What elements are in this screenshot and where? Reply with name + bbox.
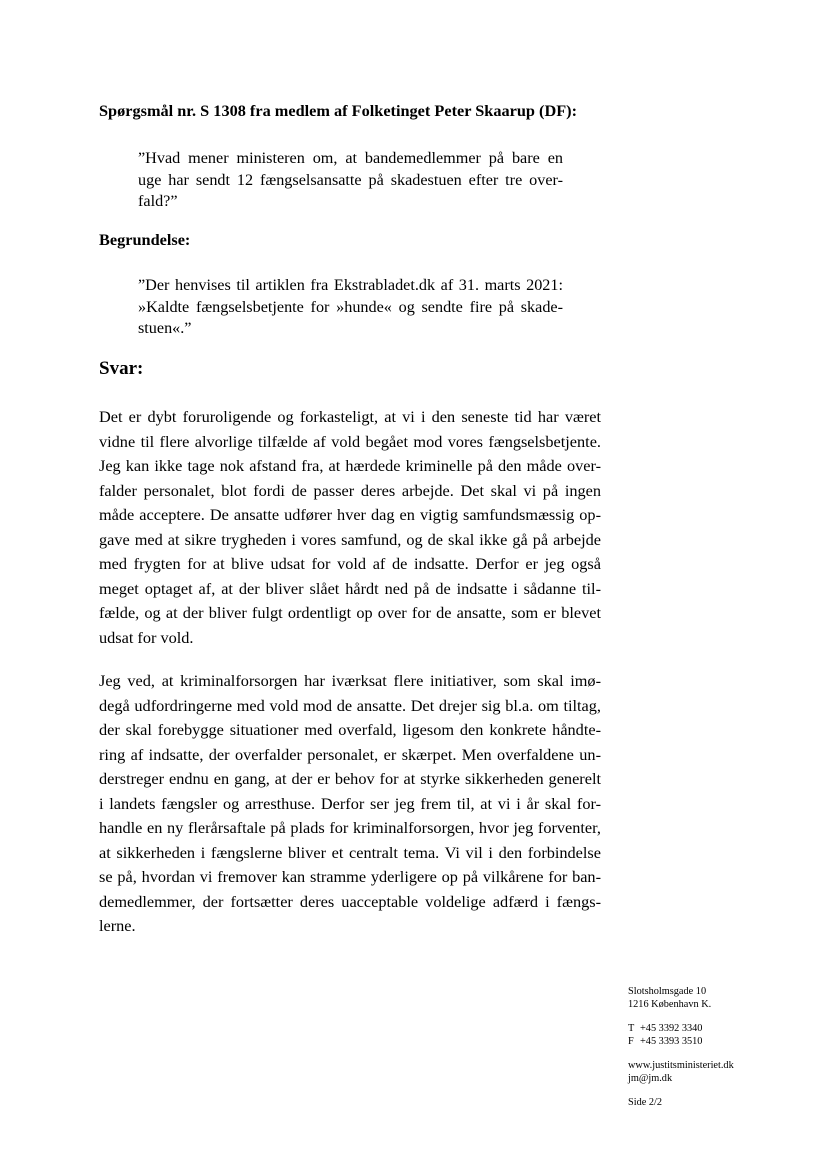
quote-line: fald?” xyxy=(138,192,178,210)
quote-line: ”Der henvises til artiklen fra Ekstrabladet.dk af 31. marts 2021: xyxy=(138,276,563,294)
paragraph-line: lerne. xyxy=(99,916,136,935)
address-street: Slotsholmsgade 10 xyxy=(628,986,707,997)
paragraph-line: fælde, og at der bliver fulgt ordentligt op over for de ansatte, som er blevet xyxy=(99,603,601,622)
quote-line: »Kaldte fængselsbetjente for »hunde« og sendte fire på skade- xyxy=(138,297,563,316)
answer-paragraph-2 xyxy=(99,669,601,939)
contact-sidebar xyxy=(628,985,808,1109)
fax-line xyxy=(628,1035,808,1048)
paragraph-line: Det er dybt foruroligende og forkasteligt, at vi i den seneste tid har været xyxy=(99,407,601,426)
begrundelse-quote xyxy=(138,275,563,340)
paragraph-line: gave med at sikre trygheden i vores samfund, og de skal ikke gå på arbejde xyxy=(99,529,601,549)
paragraph-line: se på, hvordan vi fremover kan stramme yderligere op på vilkårene for ban- xyxy=(99,867,601,886)
paragraph-line: at sikkerheden i fængslerne bliver et centralt tema. Vi vil i den forbindelse xyxy=(99,842,601,862)
paragraph-line: falder personalet, blot fordi de passer deres arbejde. Det skal vi på ingen xyxy=(99,480,601,500)
paragraph-line: Jeg kan ikke tage nok afstand fra, at hærdede kriminelle på den måde over- xyxy=(99,456,601,475)
paragraph-line: meget optaget af, at der bliver slået hårdt ned på de indsatte i sådanne til- xyxy=(99,578,601,598)
phone-label: T xyxy=(628,1023,635,1034)
website-link[interactable]: www.justitsministeriet.dk xyxy=(628,1060,734,1071)
fax-number: +45 3393 3510 xyxy=(640,1036,703,1047)
answer-title: Svar: xyxy=(99,358,144,379)
paragraph-line: derstreger endnu en gang, at der er behov for at styrke sikkerheden generelt xyxy=(99,769,601,788)
phone-line xyxy=(628,1022,808,1035)
quote-line: stuen«.” xyxy=(138,319,192,337)
phone-block xyxy=(628,1022,808,1048)
page-number: Side 2/2 xyxy=(628,1097,663,1108)
paragraph-line: måde acceptere. De ansatte udfører hver dag en vigtig samfundsmæssig op- xyxy=(99,505,601,524)
email-link[interactable]: jm@jm.dk xyxy=(628,1073,673,1084)
paragraph-line: der skal forebygge situationer med overfald, ligesom den konkrete håndte- xyxy=(99,720,601,739)
paragraph-line: i landets fængsler og arresthuse. Derfor ser jeg frem til, at vi i år skal for- xyxy=(99,793,601,813)
paragraph-line: ring af indsatte, der overfalder personalet, er skærpet. Men overfaldene un- xyxy=(99,744,601,764)
paragraph-line: degå udfordringerne med vold mod de ansatte. Det drejer sig bl.a. om tiltag, xyxy=(99,695,601,715)
quote-line: ”Hvad mener ministeren om, at bandemedlemmer på bare en xyxy=(138,149,563,167)
paragraph-line: med frygten for at blive udsat for vold af de indsatte. Derfor er jeg også xyxy=(99,554,601,573)
paragraph-line: demedlemmer, der fortsætter deres uacceptable voldelige adfærd i fængs- xyxy=(99,891,601,911)
paragraph-line: handle en ny flerårsaftale på plads for kriminalforsorgen, hvor jeg forventer, xyxy=(99,818,601,837)
phone-number: +45 3392 3340 xyxy=(640,1023,703,1034)
address-city: 1216 København K. xyxy=(628,999,712,1010)
answer-paragraph-1 xyxy=(99,405,601,650)
web-block xyxy=(628,1059,808,1085)
fax-label: F xyxy=(628,1036,634,1047)
question-quote xyxy=(138,148,563,213)
quote-line: uge har sendt 12 fængselsansatte på skadestuen efter tre over- xyxy=(138,170,563,189)
begrundelse-title: Begrundelse: xyxy=(99,230,191,249)
paragraph-line: udsat for vold. xyxy=(99,627,194,647)
question-heading: Spørgsmål nr. S 1308 fra medlem af Folketinget Peter Skaarup (DF): xyxy=(99,101,577,120)
paragraph-line: vidne til flere alvorlige tilfælde af vold begået mod vores fængselsbetjente. xyxy=(99,431,601,451)
paragraph-line: Jeg ved, at kriminalforsorgen har iværksat flere initiativer, som skal imø- xyxy=(99,671,601,690)
address-block xyxy=(628,985,808,1011)
